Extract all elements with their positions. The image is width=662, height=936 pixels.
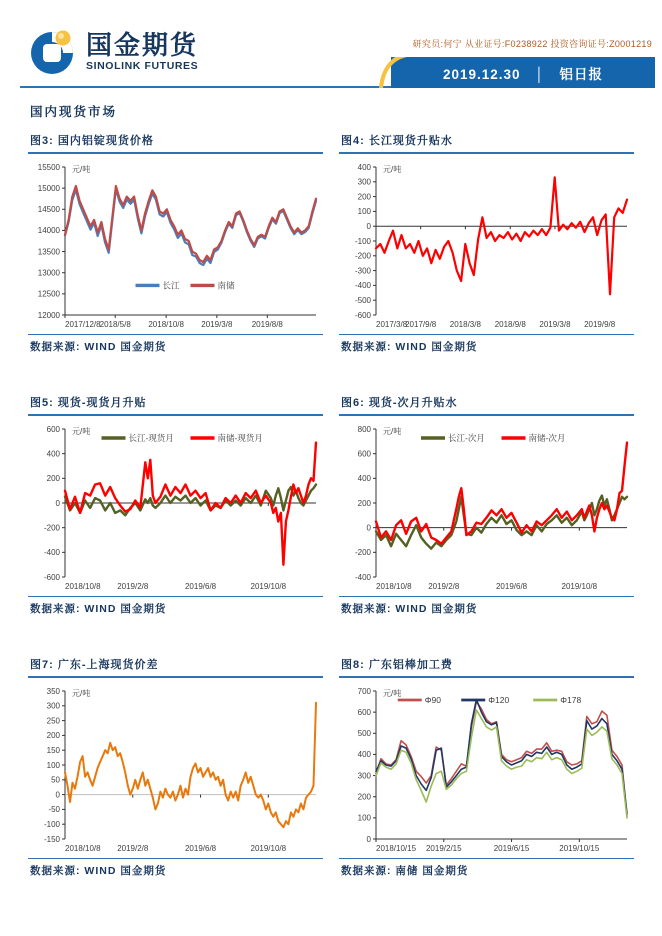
report-date: 2019.12.30	[442, 66, 521, 82]
svg-text:长江-现货月: 长江-现货月	[128, 433, 174, 443]
svg-text:-400: -400	[354, 281, 371, 291]
report-header	[0, 0, 662, 96]
chart-grid	[28, 130, 634, 878]
chart-figure-guangdong-shanghai-spread	[28, 680, 323, 856]
svg-text:-500: -500	[354, 296, 371, 305]
svg-text:2019/2/8: 2019/2/8	[428, 582, 460, 591]
svg-text:50: 50	[51, 775, 60, 785]
chart-figure-domestic-spot-price	[28, 156, 323, 332]
svg-text:2018/3/8: 2018/3/8	[449, 320, 481, 329]
chart-source: 数据来源: WIND 国金期货	[28, 596, 323, 616]
report-name: 铝日报	[559, 66, 604, 82]
svg-text:-100: -100	[354, 236, 371, 246]
svg-text:300: 300	[357, 771, 371, 781]
svg-text:2019/9/8: 2019/9/8	[584, 320, 616, 329]
svg-text:2018/5/8: 2018/5/8	[99, 320, 131, 329]
svg-text:14000: 14000	[37, 226, 60, 236]
svg-text:100: 100	[357, 207, 371, 217]
chart-title: 图8: 广东铝棒加工费	[339, 654, 634, 678]
svg-text:200: 200	[46, 731, 60, 741]
svg-text:500: 500	[357, 729, 371, 739]
svg-text:13000: 13000	[37, 268, 60, 278]
svg-text:400: 400	[357, 162, 371, 172]
svg-text:12500: 12500	[37, 289, 60, 299]
svg-text:2018/10/8: 2018/10/8	[376, 582, 412, 591]
svg-text:300: 300	[46, 701, 60, 711]
chart-panel-fig5	[28, 392, 323, 616]
brand-name-en: SINOLINK FUTURES	[86, 60, 199, 72]
svg-text:0: 0	[55, 498, 60, 508]
svg-text:0: 0	[366, 222, 371, 231]
svg-text:250: 250	[46, 716, 60, 726]
chart-title: 图4: 长江现货升贴水	[339, 130, 634, 154]
svg-text:-600: -600	[43, 572, 60, 582]
svg-text:2017/12/8: 2017/12/8	[65, 320, 101, 329]
svg-text:100: 100	[357, 813, 371, 823]
svg-text:14500: 14500	[37, 205, 60, 215]
svg-text:南储-现货月: 南储-现货月	[217, 433, 263, 443]
svg-text:2019/6/8: 2019/6/8	[184, 844, 217, 853]
chart-source: 数据来源: WIND 国金期货	[28, 858, 323, 878]
chart-source: 数据来源: 南储 国金期货	[339, 858, 634, 878]
svg-text:2019/6/8: 2019/6/8	[495, 582, 528, 591]
band-separator: │	[535, 66, 545, 82]
svg-text:-300: -300	[354, 266, 371, 276]
svg-text:2019/10/15: 2019/10/15	[559, 844, 600, 853]
researcher-line: 研究员:何宁 从业证号:F0238922 投资咨询证号:Z0001219	[412, 39, 652, 49]
svg-text:600: 600	[357, 707, 371, 717]
svg-text:-200: -200	[354, 548, 371, 558]
chart-source: 数据来源: WIND 国金期货	[28, 334, 323, 354]
chart-title: 图3: 国内铝锭现货价格	[28, 130, 323, 154]
svg-text:2019/3/8: 2019/3/8	[539, 320, 571, 329]
svg-text:元/吨: 元/吨	[383, 427, 402, 436]
svg-text:100: 100	[46, 760, 60, 770]
chart-title: 图7: 广东-上海现货价差	[28, 654, 323, 678]
company-logo	[30, 27, 198, 77]
svg-text:2019/8/8: 2019/8/8	[251, 320, 283, 329]
chart-source: 数据来源: WIND 国金期货	[339, 334, 634, 354]
chart-figure-spot-vs-spotmonth	[28, 418, 323, 594]
svg-text:200: 200	[357, 498, 371, 508]
chart-figure-changjiang-premium	[339, 156, 634, 332]
svg-text:-100: -100	[43, 820, 60, 829]
chart-panel-fig8	[339, 654, 634, 878]
header-divider	[20, 86, 396, 88]
svg-text:南储: 南储	[217, 280, 235, 291]
svg-text:-150: -150	[43, 834, 60, 844]
svg-text:700: 700	[357, 686, 371, 696]
svg-text:2017/3/8: 2017/3/8	[376, 320, 408, 329]
svg-text:南储-次月: 南储-次月	[528, 433, 566, 443]
svg-text:长江-次月: 长江-次月	[448, 433, 485, 443]
svg-text:2018/10/15: 2018/10/15	[376, 844, 417, 853]
svg-text:12000: 12000	[37, 310, 60, 320]
svg-text:200: 200	[357, 792, 371, 802]
brand-name-cn: 国金期货	[86, 30, 199, 60]
svg-text:0: 0	[366, 523, 371, 533]
svg-text:-200: -200	[43, 523, 60, 533]
section-title: 国内现货市场	[30, 105, 118, 119]
svg-text:-400: -400	[43, 548, 60, 558]
svg-text:2018/10/8: 2018/10/8	[65, 582, 101, 591]
svg-text:-600: -600	[354, 310, 371, 320]
chart-panel-fig6	[339, 392, 634, 616]
svg-text:15000: 15000	[37, 183, 60, 193]
chart-panel-fig7	[28, 654, 323, 878]
svg-text:2019/6/15: 2019/6/15	[493, 844, 530, 853]
svg-text:600: 600	[357, 449, 371, 459]
svg-text:2019/10/8: 2019/10/8	[250, 844, 287, 853]
svg-text:13500: 13500	[37, 247, 60, 257]
svg-text:2019/2/8: 2019/2/8	[117, 844, 149, 853]
svg-text:Φ120: Φ120	[488, 695, 510, 705]
svg-text:元/吨: 元/吨	[383, 689, 402, 698]
svg-text:400: 400	[357, 750, 371, 760]
svg-text:2019/10/8: 2019/10/8	[561, 582, 598, 591]
yellow-swoosh-icon	[377, 57, 407, 88]
svg-text:15500: 15500	[37, 162, 60, 172]
svg-text:元/吨: 元/吨	[72, 427, 91, 436]
svg-text:400: 400	[46, 449, 60, 459]
svg-text:200: 200	[46, 474, 60, 484]
svg-text:200: 200	[357, 192, 371, 202]
svg-text:2018/9/8: 2018/9/8	[494, 320, 526, 329]
svg-text:长江: 长江	[162, 280, 180, 291]
svg-text:2018/10/8: 2018/10/8	[65, 844, 101, 853]
svg-text:-200: -200	[354, 251, 371, 261]
svg-text:2019/10/8: 2019/10/8	[250, 582, 287, 591]
svg-text:2019/6/8: 2019/6/8	[184, 582, 217, 591]
svg-text:600: 600	[46, 424, 60, 434]
svg-text:2019/2/8: 2019/2/8	[117, 582, 149, 591]
svg-text:800: 800	[357, 424, 371, 434]
svg-text:-400: -400	[354, 572, 371, 582]
svg-text:元/吨: 元/吨	[383, 165, 402, 174]
svg-text:0: 0	[366, 834, 371, 844]
company-logo-icon	[30, 27, 78, 77]
chart-title: 图6: 现货-次月升贴水	[339, 392, 634, 416]
chart-source: 数据来源: WIND 国金期货	[339, 596, 634, 616]
svg-text:400: 400	[357, 474, 371, 484]
svg-text:350: 350	[46, 686, 60, 696]
svg-text:-50: -50	[48, 805, 60, 815]
svg-text:2019/2/15: 2019/2/15	[425, 844, 462, 853]
svg-text:0: 0	[55, 790, 60, 800]
svg-text:150: 150	[46, 746, 60, 755]
svg-text:300: 300	[357, 177, 371, 187]
chart-figure-aluminum-rod-fee	[339, 680, 634, 856]
svg-text:元/吨: 元/吨	[72, 689, 91, 698]
chart-panel-fig3	[28, 130, 323, 354]
svg-text:Φ90: Φ90	[424, 695, 441, 705]
chart-title: 图5: 现货-现货月升贴	[28, 392, 323, 416]
svg-text:Φ178: Φ178	[560, 695, 582, 705]
svg-text:2017/9/8: 2017/9/8	[405, 320, 437, 329]
svg-text:2018/10/8: 2018/10/8	[148, 320, 184, 329]
chart-panel-fig4	[339, 130, 634, 354]
chart-figure-spot-vs-nextmonth	[339, 418, 634, 594]
svg-text:元/吨: 元/吨	[72, 165, 91, 174]
svg-text:2019/3/8: 2019/3/8	[201, 320, 233, 329]
date-band	[391, 57, 655, 88]
